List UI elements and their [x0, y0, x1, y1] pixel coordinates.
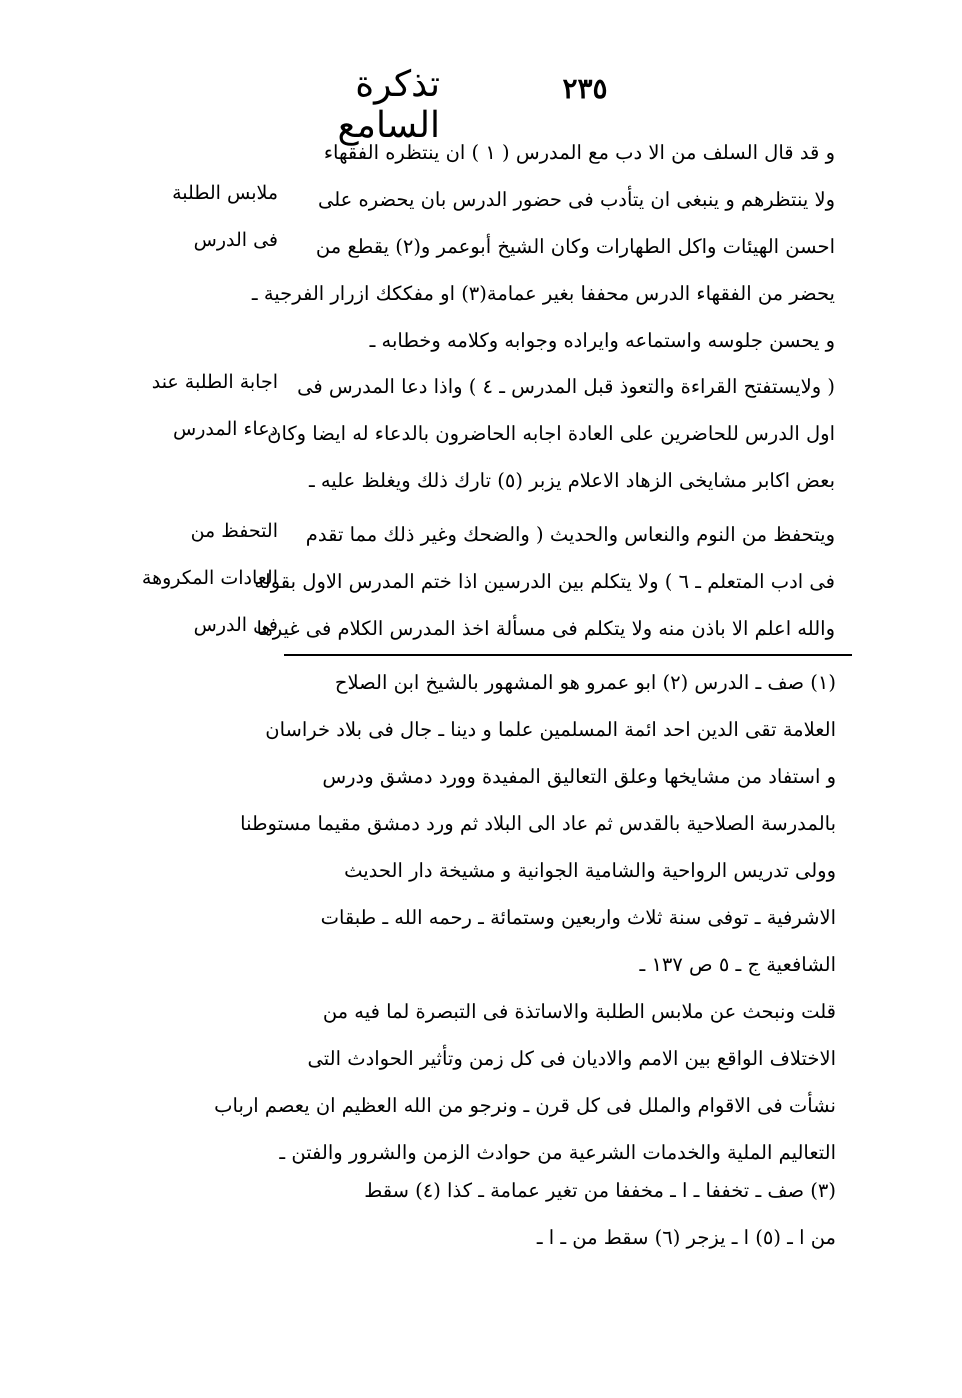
footnote-line: الشافعية ج ـ ٥ ص ١٣٧ ـ — [639, 953, 836, 976]
text-line: ويتحفظ من النوم والنعاس والحديث ( والضحك وغير ذلك مما تقدم — [305, 523, 835, 546]
margin-note: التحفظ من — [190, 520, 278, 542]
text-line: اول الدرس للحاضرين على العادة اجابه الحاضرون بالدعاء له ايضا وكان — [267, 422, 835, 445]
footnote-line: من ا ـ (٥) ا ـ يزجر (٦) سقط من ـ ا ـ — [536, 1226, 836, 1249]
footnote-line: نشأت فى الاقوام والملل فى كل قرن ـ ونرجو من الله العظيم ان يعصم ارباب — [214, 1094, 836, 1117]
text-line: و يحسن جلوسه واستماعه وايراده وجوابه وكلامه وخطابه ـ — [369, 329, 835, 352]
text-line: احسن الهيئات واكل الطهارات وكان الشيخ أبوعمر و(٢) يقطع من — [315, 235, 835, 258]
footnote-line: بالمدرسة الصلاحية بالقدس ثم عاد الى البلاد ثم ورد دمشق مقيما مستوطنا — [240, 812, 836, 835]
margin-note: اجابة الطلبة عند — [151, 371, 278, 393]
footnote-line: قلت ونبحث عن ملابس الطلبة والاساتذة فى التبصرة لما فيه من — [322, 1000, 836, 1023]
footnote-line: وولى تدريس الرواحية والشامية الجوانية و مشيخة دار الحديث — [344, 859, 836, 882]
text-line: والله اعلم الا باذن منه ولا يتكلم فى مسألة اخذ المدرس الكلام فى غيرها — [256, 617, 835, 640]
margin-note: العادات المكروهة — [141, 567, 278, 589]
footnote-line: التعاليم الملية والخدمات الشرعية من حوادث الزمن والشرور والفتن ـ — [279, 1141, 836, 1164]
page-number: ٢٣٥ — [562, 72, 608, 105]
margin-note: فى الدرس — [193, 229, 278, 251]
text-line: و قد قال السلف من الا دب مع المدرس ( ١ ) ان ينتظره الفقهاء — [323, 141, 835, 164]
margin-note: ملابس الطلبة — [172, 182, 278, 204]
footnote-line: العلامة تقى الدين احد ائمة المسلمين علما و دينا ـ جال فى بلاد خراسان — [265, 718, 836, 741]
footnote-line: (١) صف ـ الدرس (٢) ابو عمرو هو المشهور بالشيخ ابن الصلاح — [334, 671, 836, 694]
footnote-line: الاختلاف الواقع بين الامم والاديان فى كل زمن وتأثير الحوادث التى — [307, 1047, 836, 1070]
text-line: ولا ينتظرهم و ينبغى ان يتأدب فى حضور الدرس بان يحضره على — [317, 188, 835, 211]
running-title: تذكرة السامع — [337, 64, 440, 146]
footnote-divider — [284, 654, 852, 656]
text-line: فى ادب المتعلم ـ ٦ ) ولا يتكلم بين الدرسين اذا ختم المدرس الاول بقوله — [254, 570, 835, 593]
footnote-line: و استفاد من مشايخها وعلق التعاليق المفيدة وورد دمشق ودرس — [322, 765, 836, 788]
text-line: ( ولايستفتح القراءة والتعوذ قبل المدرس ـ ٤ ) واذا دعا المدرس فى — [297, 375, 835, 398]
footnote-line: الاشرفية ـ توفى سنة ثلاث واربعين وستمائة ـ رحمه الله ـ طبقات — [320, 906, 836, 929]
footnote-line: (٣) صف ـ تخففا ـ ا ـ مخففا من تغير عمامة ـ كذا (٤) سقط — [364, 1179, 836, 1202]
margin-note: دعاء المدرس — [173, 418, 278, 440]
text-line: يحضر من الفقهاء الدرس محففا بغير عمامة(٣) او مفككك ازرار الفرجية ـ — [251, 282, 835, 305]
margin-note: فى الدرس — [193, 614, 278, 636]
text-line: بعض اكابر مشايخى الزهاد الاعلام يزبر (٥) تارك ذلك ويغلظ عليه ـ — [308, 469, 835, 492]
